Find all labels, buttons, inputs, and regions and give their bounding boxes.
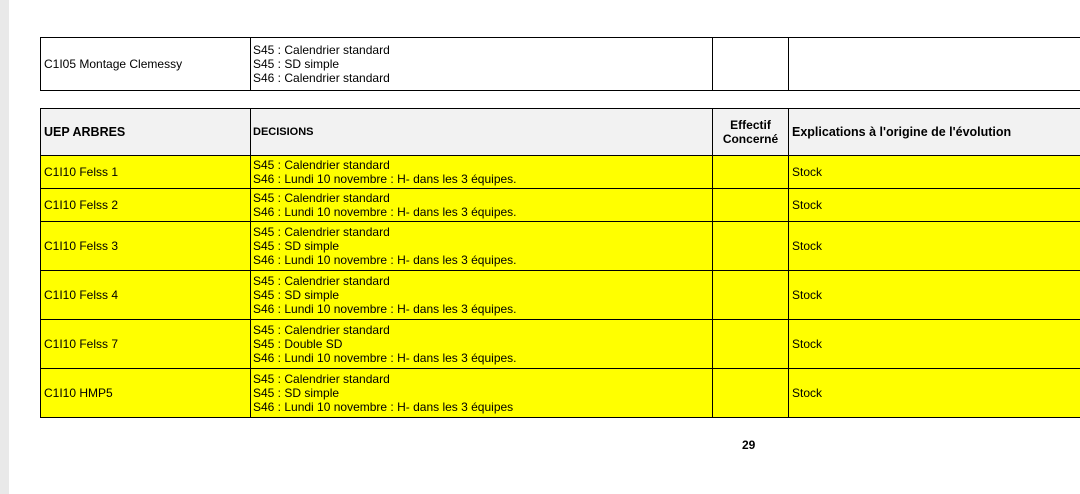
effectif-cell bbox=[713, 222, 789, 271]
decision-line: S45 : Calendrier standard bbox=[253, 372, 390, 386]
uep-cell: C1I10 Felss 7 bbox=[41, 320, 251, 369]
decision-line: S45 : Calendrier standard bbox=[253, 191, 390, 205]
decisions-cell bbox=[251, 271, 713, 320]
table-row bbox=[41, 369, 1080, 418]
previous-section-table bbox=[40, 37, 1080, 91]
table-row bbox=[41, 271, 1080, 320]
decision-line: S46 : Lundi 10 novembre : H- dans les 3 équipes. bbox=[253, 205, 517, 219]
decision-line: S45 : Calendrier standard bbox=[253, 323, 390, 337]
decision-line: S46 : Lundi 10 novembre : H- dans les 3 équipes bbox=[253, 400, 514, 414]
table-row bbox=[41, 156, 1080, 189]
explication-cell: Stock bbox=[789, 369, 1080, 418]
uep-cell: C1I10 Felss 1 bbox=[41, 156, 251, 189]
table-row bbox=[41, 320, 1080, 369]
decision-line: S45 : SD simple bbox=[253, 386, 340, 400]
decision-line: S46 : Calendrier standard bbox=[253, 71, 390, 85]
header-explications: Explications à l'origine de l'évolution bbox=[789, 109, 1080, 156]
table-row bbox=[41, 222, 1080, 271]
uep-cell: C1I10 Felss 3 bbox=[41, 222, 251, 271]
decision-line: S45 : SD simple bbox=[253, 57, 340, 71]
effectif-cell bbox=[713, 38, 789, 91]
explication-cell: Stock bbox=[789, 156, 1080, 189]
decisions-cell bbox=[251, 222, 713, 271]
effectif-cell bbox=[713, 189, 789, 222]
header-effectif: Effectif Concerné bbox=[713, 109, 789, 156]
effectif-cell bbox=[713, 320, 789, 369]
table-header-row bbox=[41, 109, 1080, 156]
decision-line: S45 : SD simple bbox=[253, 288, 340, 302]
effectif-cell bbox=[713, 156, 789, 189]
page-number: 29 bbox=[742, 438, 756, 452]
explication-cell bbox=[789, 38, 1080, 91]
explication-cell: Stock bbox=[789, 320, 1080, 369]
uep-cell: C1I10 HMP5 bbox=[41, 369, 251, 418]
header-uep: UEP ARBRES bbox=[41, 109, 251, 156]
decisions-cell bbox=[251, 156, 713, 189]
decision-line: S46 : Lundi 10 novembre : H- dans les 3 équipes. bbox=[253, 172, 517, 186]
decisions-cell bbox=[251, 38, 713, 91]
decision-line: S45 : Calendrier standard bbox=[253, 43, 390, 57]
decisions-cell bbox=[251, 369, 713, 418]
viewer-left-edge bbox=[0, 0, 9, 494]
table-row bbox=[41, 189, 1080, 222]
decision-line: S45 : Calendrier standard bbox=[253, 225, 390, 239]
decision-line: S46 : Lundi 10 novembre : H- dans les 3 équipes. bbox=[253, 302, 517, 316]
decision-line: S45 : Calendrier standard bbox=[253, 274, 390, 288]
header-decisions: DECISIONS bbox=[251, 109, 713, 156]
uep-cell: C1I10 Felss 2 bbox=[41, 189, 251, 222]
decision-line: S46 : Lundi 10 novembre : H- dans les 3 équipes. bbox=[253, 351, 517, 365]
table-row bbox=[41, 38, 1080, 91]
uep-arbres-table bbox=[40, 108, 1080, 418]
decision-line: S45 : Double SD bbox=[253, 337, 343, 351]
uep-cell: C1I10 Felss 4 bbox=[41, 271, 251, 320]
explication-cell: Stock bbox=[789, 222, 1080, 271]
effectif-cell bbox=[713, 369, 789, 418]
decisions-cell bbox=[251, 189, 713, 222]
uep-cell: C1I05 Montage Clemessy bbox=[41, 38, 251, 91]
decision-line: S45 : Calendrier standard bbox=[253, 158, 390, 172]
effectif-cell bbox=[713, 271, 789, 320]
explication-cell: Stock bbox=[789, 189, 1080, 222]
decisions-cell bbox=[251, 320, 713, 369]
decision-line: S45 : SD simple bbox=[253, 239, 340, 253]
explication-cell: Stock bbox=[789, 271, 1080, 320]
decision-line: S46 : Lundi 10 novembre : H- dans les 3 équipes. bbox=[253, 253, 517, 267]
